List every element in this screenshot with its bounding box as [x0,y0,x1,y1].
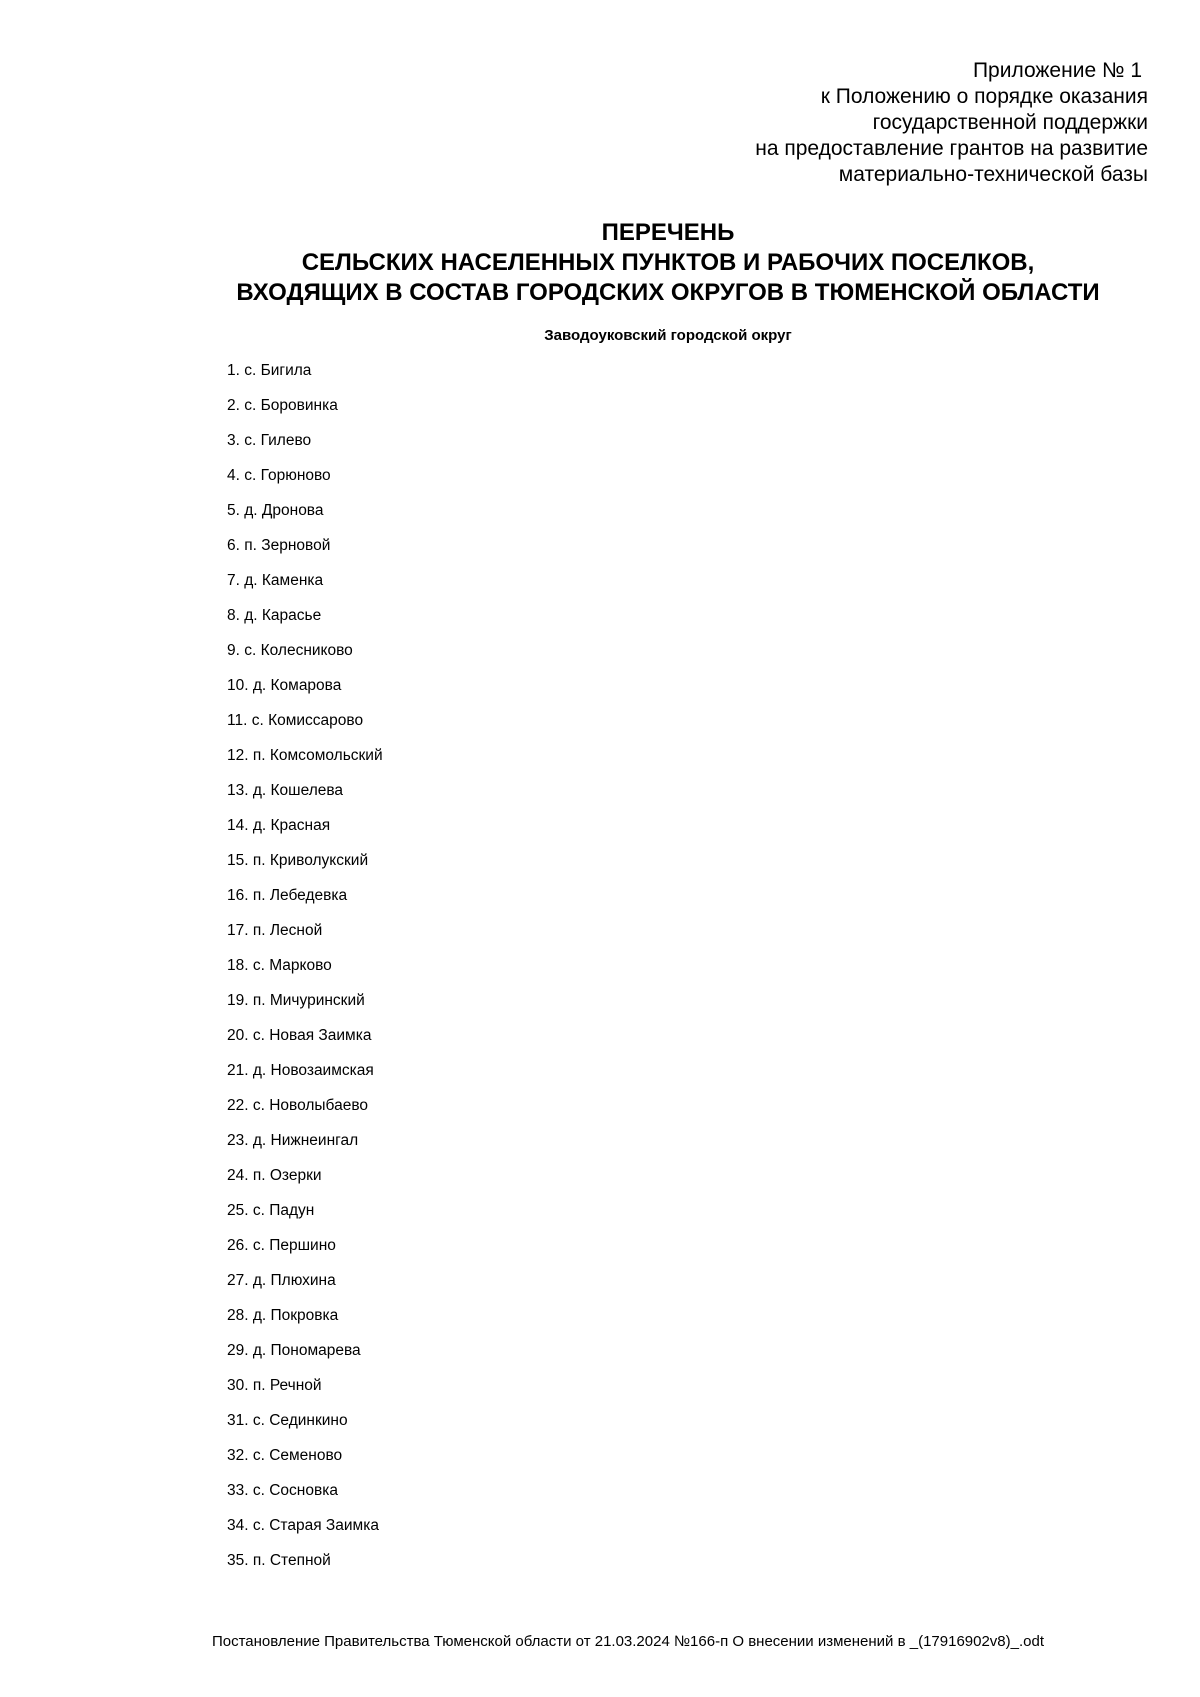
appendix-number: Приложение № 1 [972,59,1142,82]
list-item: 34. с. Старая Заимка [227,1517,379,1534]
list-item: 13. д. Кошелева [227,782,344,799]
list-item: 3. с. Гилево [227,432,312,449]
list-item: 12. п. Комсомольский [227,747,383,764]
settlements-list [227,361,383,1586]
list-item: 5. д. Дронова [227,502,324,519]
list-item: 22. с. Новолыбаево [227,1097,368,1114]
appendix-header [448,58,1148,188]
list-item: 35. п. Степной [227,1552,331,1569]
list-item: 32. с. Семеново [227,1447,343,1464]
list-item: 23. д. Нижнеингал [227,1132,359,1149]
list-item: 15. п. Криволукский [227,852,369,869]
list-item: 31. с. Сединкино [227,1412,348,1429]
list-item: 10. д. Комарова [227,677,342,694]
list-item: 28. д. Покровка [227,1307,339,1324]
title-line: СЕЛЬСКИХ НАСЕЛЕННЫХ ПУНКТОВ И РАБОЧИХ ПОСЕЛКОВ, [301,249,1035,276]
list-item: 16. п. Лебедевка [227,887,348,904]
list-item: 30. п. Речной [227,1377,322,1394]
title-line: ПЕРЕЧЕНЬ [601,219,735,246]
list-item: 25. с. Падун [227,1202,315,1219]
list-item: 26. с. Першино [227,1237,336,1254]
document-title [120,218,1200,308]
list-item: 8. д. Карасье [227,607,322,624]
list-item: 19. п. Мичуринский [227,992,365,1009]
list-item: 17. п. Лесной [227,922,323,939]
list-item: 20. с. Новая Заимка [227,1027,372,1044]
list-item: 9. с. Колесниково [227,642,353,659]
list-item: 14. д. Красная [227,817,331,834]
page-footer: Постановление Правительства Тюменской области от 21.03.2024 №166-п О внесении изменений в _(17916902v8)_.odt [211,1633,1045,1650]
list-item: 11. с. Комиссарово [227,712,364,729]
list-item: 1. с. Бигила [227,362,312,379]
title-line: ВХОДЯЩИХ В СОСТАВ ГОРОДСКИХ ОКРУГОВ В ТЮМЕНСКОЙ ОБЛАСТИ [236,279,1100,306]
list-item: 18. с. Марково [227,957,332,974]
list-item: 24. п. Озерки [227,1167,322,1184]
list-item: 2. с. Боровинка [227,397,338,414]
list-item: 33. с. Сосновка [227,1482,338,1499]
list-item: 7. д. Каменка [227,572,324,589]
list-item: 6. п. Зерновой [227,537,331,554]
district-heading: Заводоуковский городской округ [544,327,792,344]
list-item: 21. д. Новозаимская [227,1062,374,1079]
list-item: 4. с. Горюново [227,467,331,484]
appendix-line: материально-технической базы [838,163,1148,186]
appendix-line: государственной поддержки [872,111,1148,134]
list-item: 27. д. Плюхина [227,1272,336,1289]
appendix-line: на предоставление грантов на развитие [755,137,1148,160]
appendix-line: к Положению о порядке оказания [820,85,1148,108]
list-item: 29. д. Пономарева [227,1342,361,1359]
